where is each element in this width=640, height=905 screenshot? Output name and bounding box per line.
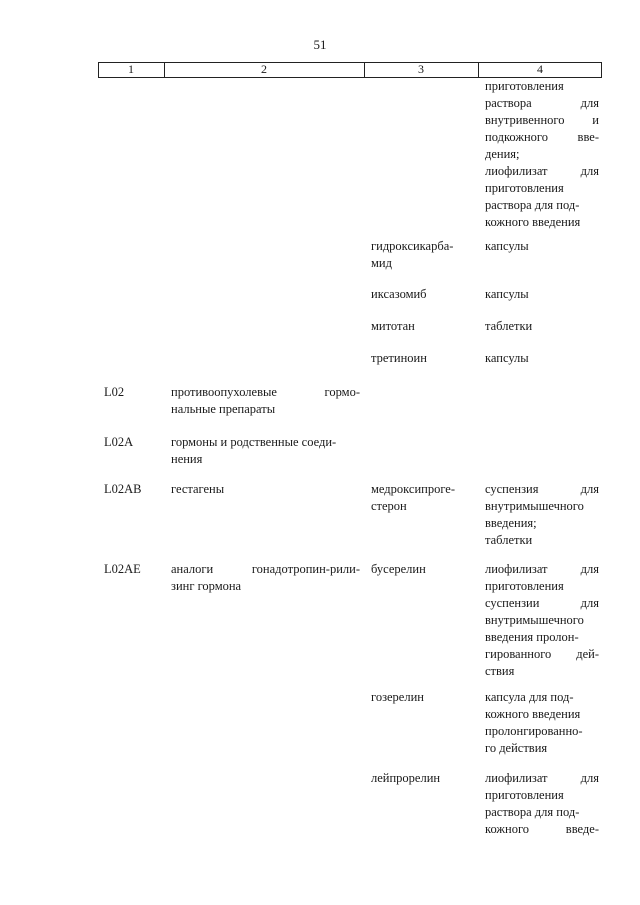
medicinal-substance	[371, 561, 471, 578]
cell-line: капсулы	[485, 287, 529, 301]
dosage-form	[485, 689, 599, 757]
cell-line: таблетки	[485, 533, 533, 547]
cell-line: лиофилизат для	[485, 562, 599, 576]
dosage-form	[485, 238, 599, 255]
cell-line: кожного введения	[485, 215, 581, 229]
cell-line: гестагены	[171, 482, 225, 496]
cell-line: иксазомиб	[371, 287, 427, 301]
cell-line: капсулы	[485, 351, 529, 365]
cell-line: приготовления	[485, 79, 564, 93]
cell-line: подкожного вве-	[485, 130, 599, 144]
atc-code: L02	[104, 385, 125, 399]
cell-line: кожного введения	[485, 707, 581, 721]
dosage-form	[485, 770, 599, 838]
cell-line: дения;	[485, 147, 520, 161]
dosage-form	[485, 286, 599, 303]
cell-line: гидроксикарба-	[371, 239, 454, 253]
column-header-3: 3	[418, 62, 424, 76]
cell-line: медроксипроге-	[371, 482, 456, 496]
cell-line: мид	[371, 256, 392, 270]
medicinal-substance	[371, 238, 471, 272]
cell-line: внутримышечного	[485, 613, 584, 627]
cell-line: суспензия для	[485, 482, 599, 496]
medicinal-substance	[371, 770, 471, 787]
cell-line: ствия	[485, 664, 515, 678]
cell-line: приготовления	[485, 579, 564, 593]
cell-line: нальные препараты	[171, 402, 276, 416]
cell-line: приготовления	[485, 181, 564, 195]
medicinal-substance	[371, 286, 471, 303]
medicinal-substance	[371, 318, 471, 335]
cell-line: раствора для	[485, 96, 599, 110]
cell-line: капсулы	[485, 239, 529, 253]
cell-line: гормоны и родственные соеди-	[171, 435, 337, 449]
dosage-form	[485, 78, 599, 231]
anatomical-group	[171, 384, 360, 418]
medicinal-substance	[371, 689, 471, 706]
cell-line: лейпрорелин	[371, 771, 441, 785]
column-header-1: 1	[128, 62, 134, 76]
dosage-form	[485, 561, 599, 680]
cell-line: приготовления	[485, 788, 564, 802]
cell-line: введения пролон-	[485, 630, 579, 644]
anatomical-group	[171, 434, 360, 468]
cell-line: нения	[171, 452, 203, 466]
cell-line: капсула для под-	[485, 690, 574, 704]
page-number: 51	[313, 37, 327, 52]
cell-line: стерон	[371, 499, 407, 513]
medicinal-substance	[371, 481, 471, 515]
cell-line: введения;	[485, 516, 537, 530]
cell-line: внутривенного и	[485, 113, 599, 127]
column-header-4: 4	[537, 62, 543, 76]
anatomical-group	[171, 481, 360, 498]
medicinal-substance	[371, 350, 471, 367]
cell-line: митотан	[371, 319, 415, 333]
cell-line: раствора для под-	[485, 198, 580, 212]
cell-line: пролонгированно-	[485, 724, 583, 738]
dosage-form	[485, 350, 599, 367]
cell-line: го действия	[485, 741, 548, 755]
cell-line: суспензии для	[485, 596, 599, 610]
cell-line: лиофилизат для	[485, 164, 599, 178]
cell-line: лиофилизат для	[485, 771, 599, 785]
atc-code: L02AB	[104, 482, 142, 496]
atc-code: L02AE	[104, 562, 141, 576]
cell-line: раствора для под-	[485, 805, 580, 819]
cell-line: противоопухолевые гормо-	[171, 385, 360, 399]
atc-code: L02A	[104, 435, 134, 449]
cell-line: зинг гормона	[171, 579, 242, 593]
anatomical-group	[171, 561, 360, 595]
cell-line: внутримышечного	[485, 499, 584, 513]
table-header-row	[98, 62, 602, 78]
cell-line: аналоги гонадотропин-рили-	[171, 562, 360, 576]
cell-line: бусерелин	[371, 562, 426, 576]
cell-line: таблетки	[485, 319, 533, 333]
dosage-form	[485, 481, 599, 549]
cell-line: третиноин	[371, 351, 427, 365]
cell-line: гозерелин	[371, 690, 424, 704]
dosage-form	[485, 318, 599, 335]
column-header-2: 2	[261, 62, 267, 76]
cell-line: кожного введе-	[485, 822, 599, 836]
cell-line: гированного дей-	[485, 647, 599, 661]
